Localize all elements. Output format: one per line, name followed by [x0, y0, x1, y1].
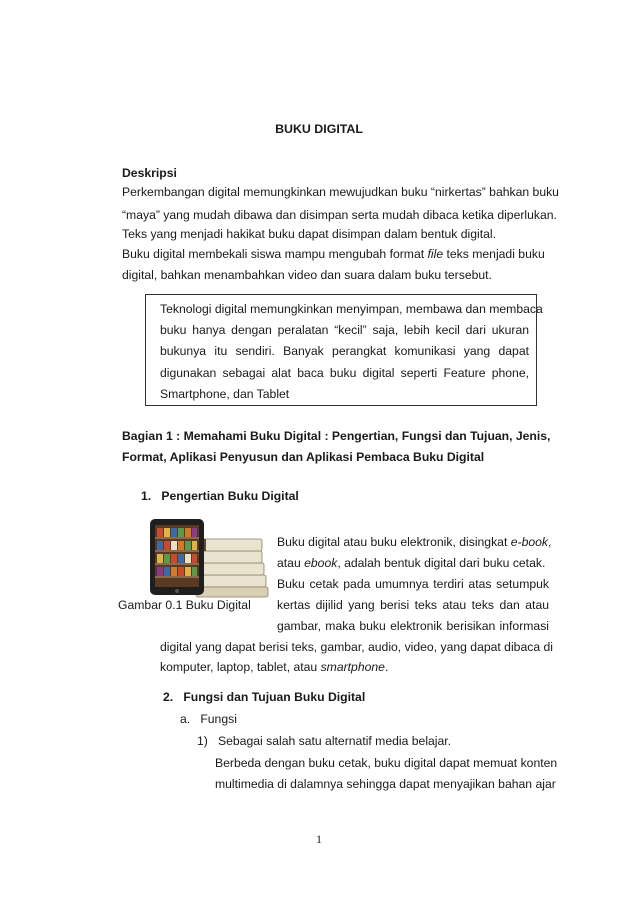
- section-1-line-7: komputer, laptop, tablet, atau smartphone.: [160, 660, 389, 674]
- callout-line-1: Teknologi digital memungkinkan menyimpan, membawa dan membaca: [160, 302, 543, 316]
- section-1-line-5: gambar, maka buku elektronik berisikan informasi: [277, 619, 549, 633]
- section-1-line-2: atau ebook, adalah bentuk digital dari buku cetak.: [277, 556, 546, 570]
- bagian-heading-line-1: Bagian 1 : Memahami Buku Digital : Pengertian, Fungsi dan Tujuan, Jenis,: [122, 429, 551, 443]
- bagian-heading-line-2: Format, Aplikasi Penyusun dan Aplikasi Pembaca Buku Digital: [122, 450, 485, 464]
- fungsi-item-1-line-3: multimedia di dalamnya sehingga dapat menyajikan bahan ajar: [215, 777, 556, 791]
- subsection-a-fungsi: a. Fungsi: [180, 712, 237, 726]
- deskripsi-line-1: Perkembangan digital memungkinkan mewujudkan buku “nirkertas” bahkan buku: [122, 185, 559, 199]
- figure-caption: Gambar 0.1 Buku Digital: [118, 598, 251, 612]
- file-emphasis: file: [427, 247, 444, 261]
- document-title: BUKU DIGITAL: [275, 122, 363, 136]
- book-1: [196, 575, 266, 587]
- book-4: [198, 539, 262, 551]
- deskripsi-line-3: Teks yang menjadi hakikat buku dapat disimpan dalam bentuk digital.: [122, 227, 496, 241]
- callout-line-4: digunakan sebagai alat baca buku digital seperti Feature phone,: [160, 366, 529, 380]
- book-3: [194, 551, 262, 563]
- section-1-line-1: Buku digital atau buku elektronik, disingkat e-book,: [277, 535, 552, 549]
- section-1-line-3: Buku cetak pada umumnya terdiri atas setumpuk: [277, 577, 549, 591]
- ebook-emphasis-2: ebook: [304, 556, 338, 570]
- deskripsi-line-4: [122, 247, 549, 261]
- book-5: [196, 587, 268, 597]
- smartphone-emphasis: smartphone: [320, 660, 385, 674]
- ebook-emphasis-1: e-book: [510, 535, 549, 549]
- section-1-heading: 1. Pengertian Buku Digital: [141, 489, 299, 503]
- section-1-line-6: digital yang dapat berisi teks, gambar, audio, video, yang dapat dibaca di: [160, 640, 553, 654]
- deskripsi-heading: Deskripsi: [122, 166, 177, 180]
- callout-line-3: bukunya itu sendiri. Banyak perangkat komunikasi yang dapat: [160, 344, 529, 358]
- digital-book-illustration: [140, 517, 270, 601]
- page-number: 1: [316, 832, 322, 846]
- deskripsi-line-2: “maya” yang mudah dibawa dan disimpan serta mudah dibaca ketika diperlukan.: [122, 208, 557, 222]
- tablet-home-button: [175, 589, 179, 593]
- callout-line-5: Smartphone, dan Tablet: [160, 387, 290, 401]
- deskripsi-line-4-a: Buku digital membekali siswa mampu mengubah format file teks menjadi buku: [122, 247, 545, 261]
- fungsi-item-1: 1) Sebagai salah satu alternatif media belajar.: [197, 734, 452, 748]
- callout-line-2: buku hanya dengan peralatan “kecil” saja, lebih kecil dari ukuran: [160, 323, 529, 337]
- deskripsi-line-5: digital, bahkan menambahkan video dan suara dalam buku tersebut.: [122, 268, 492, 282]
- section-2-heading: 2. Fungsi dan Tujuan Buku Digital: [163, 690, 366, 704]
- section-1-line-4: kertas dijilid yang berisi teks atau teks dan atau: [277, 598, 549, 612]
- fungsi-item-1-line-2: Berbeda dengan buku cetak, buku digital dapat memuat konten: [215, 756, 558, 770]
